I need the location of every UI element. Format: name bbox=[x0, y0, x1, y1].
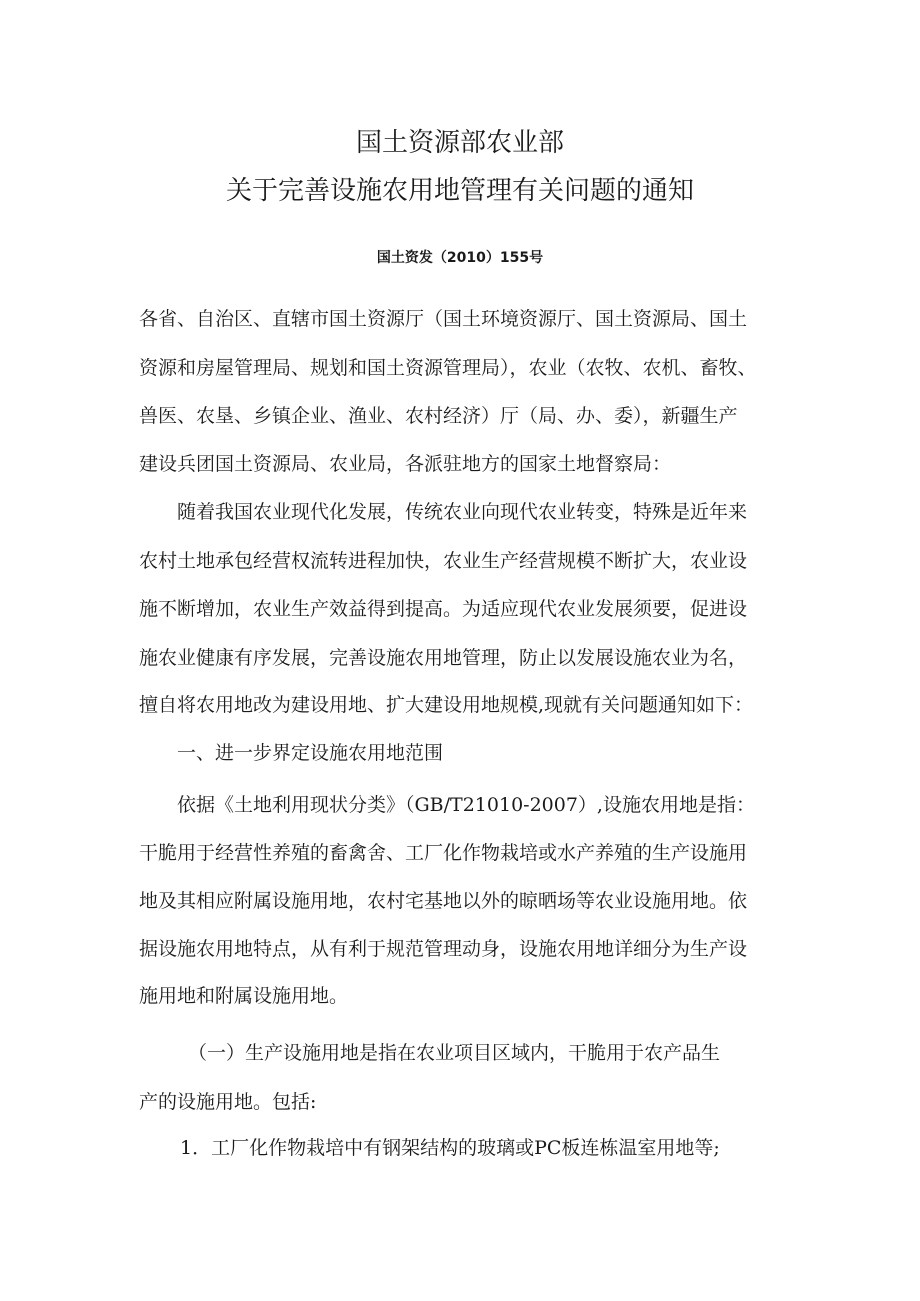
section-1-line: 干脆用于经营性养殖的畜禽舍、工厂化作物栽培或水产养殖的生产设施用 bbox=[139, 842, 748, 864]
section-1-heading: 一、进一步界定设施农用地范围 bbox=[177, 742, 444, 764]
document-title-line-2: 关于完善设施农用地管理有关问题的通知 bbox=[225, 176, 694, 206]
subsection-1-line: （一）生产设施用地是指在农业项目区域内，干脆用于农产品生 bbox=[188, 1042, 721, 1064]
intro-line: 施不断增加，农业生产效益得到提高。为适应现代农业发展须要，促进设 bbox=[139, 598, 748, 620]
salutation-line: 各省、自治区、直辖市国土资源厅（国土环境资源厅、国土资源局、国土 bbox=[139, 308, 748, 330]
subsection-1-line: 产的设施用地。包括: bbox=[139, 1091, 317, 1113]
item-1: 1．工厂化作物栽培中有钢架结构的玻璃或PC板连栋温室用地等; bbox=[180, 1137, 720, 1159]
intro-line: 随着我国农业现代化发展，传统农业向现代农业转变，特殊是近年来 bbox=[177, 501, 748, 523]
salutation-line: 建设兵团国土资源局、农业局，各派驻地方的国家土地督察局： bbox=[139, 453, 672, 475]
section-1-line: 据设施农用地特点，从有利于规范管理动身，设施农用地详细分为生产设 bbox=[139, 938, 748, 960]
section-1-line: 地及其相应附属设施用地，农村宅基地以外的晾晒场等农业设施用地。依 bbox=[139, 890, 748, 912]
intro-line: 擅自将农用地改为建设用地、扩大建设用地规模,现就有关问题通知如下： bbox=[139, 694, 754, 716]
salutation-line: 兽医、农垦、乡镇企业、渔业、农村经济）厅（局、办、委），新疆生产 bbox=[139, 405, 738, 427]
intro-line: 农村土地承包经营权流转进程加快，农业生产经营规模不断扩大，农业设 bbox=[139, 550, 748, 572]
section-1-line: 依据《土地利用现状分类》（GB/T21010-2007）,设施农用地是指： bbox=[177, 794, 755, 816]
section-1-line: 施用地和附属设施用地。 bbox=[139, 985, 349, 1007]
intro-line: 施农业健康有序发展，完善设施农用地管理，防止以发展设施农业为名， bbox=[139, 647, 748, 669]
salutation-line: 资源和房屋管理局、规划和国土资源管理局），农业（农牧、农机、畜牧、 bbox=[139, 357, 757, 379]
document-number: 国土资发（2010）155号 bbox=[376, 250, 544, 266]
document-title-line-1: 国土资源部农业部 bbox=[355, 128, 564, 158]
